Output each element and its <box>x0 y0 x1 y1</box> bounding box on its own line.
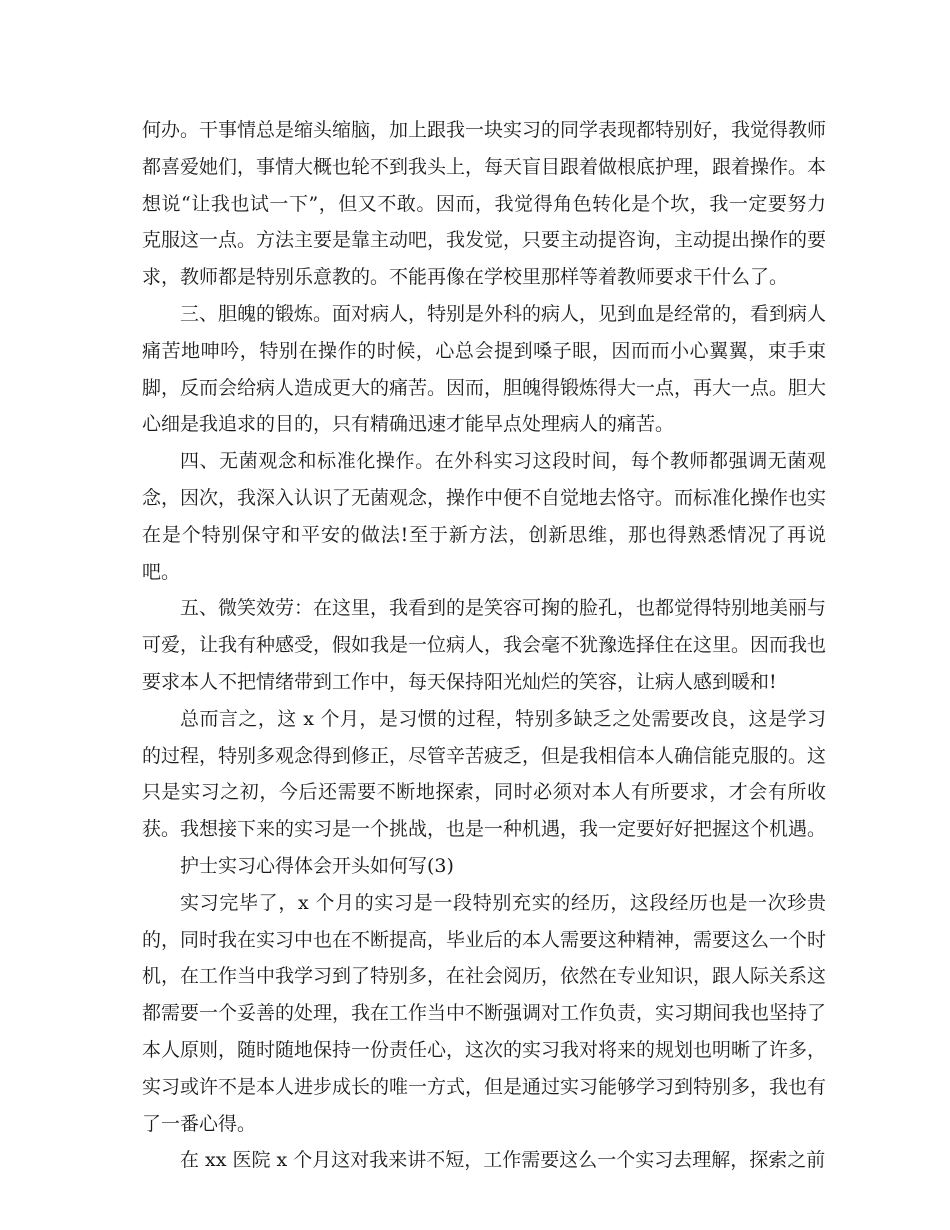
paragraph-aseptic: 四、无菌观念和标准化操作。在外科实习这段时间，每个教师都强调无菌观念，因次，我深入认识了无菌观念，操作中便不自觉地去恪守。而标准化操作也实在是个特别保守和平安的做法!至于新方法，创新思维，那也得熟悉情况了再说吧。 <box>142 450 827 583</box>
section-heading: 护士实习心得体会开头如何写(3) <box>180 854 454 877</box>
paragraph-internship-end: 实习完毕了，x 个月的实习是一段特别充实的经历，这段经历也是一次珍贵的，同时我在实习中也在不断提高，毕业后的本人需要这种精神，需要这么一个时机，在工作当中我学习到了特别多，在社会阅历，依然在专业知识，跟人际关系这都需要一个妥善的处理，我在工作当中不断强调对工作负责，实习期间我也坚持了本人原则，随时随地保持一份责任心，这次的实习我对将来的规划也明晰了许多，实习或许不是本人进步成长的唯一方式，但是通过实习能够学习到特别多，我也有了一番心得。 <box>142 891 827 1135</box>
document-body <box>142 112 826 1179</box>
paragraph-smile-service: 五、微笑效劳：在这里，我看到的是笑容可掬的脸孔，也都觉得特别地美丽与可爱，让我有种感受，假如我是一位病人，我会毫不犹豫选择住在这里。因而我也要求本人不把情绪带到工作中，每天保持阳光灿烂的笑容，让病人感到暖和! <box>142 597 827 693</box>
paragraph-courage: 三、胆魄的锻炼。面对病人，特别是外科的病人，见到血是经常的，看到病人痛苦地呻吟，特别在操作的时候，心总会提到嗓子眼，因而而小心翼翼，束手束脚，反而会给病人造成更大的痛苦。因而，胆魄得锻炼得大一点，再大一点。胆大心细是我追求的目的，只有精确迅速才能早点处理病人的痛苦。 <box>142 302 827 436</box>
paragraph-summary: 总而言之，这 x 个月，是习惯的过程，特别多缺乏之处需要改良，这是学习的过程，特别多观念得到修正，尽管辛苦疲乏，但是我相信本人确信能克服的。这只是实习之初，今后还需要不断地探索，同时必须对本人有所要求，才会有所收获。我想接下来的实习是一个挑战，也是一种机遇，我一定要好好把握这个机遇。 <box>142 707 827 841</box>
paragraph-hospital: 在 xx 医院 x 个月这对我来讲不短，工作需要这么一个实习去理解，探索之前 <box>180 1149 826 1172</box>
paragraph-continuation: 何办。干事情总是缩头缩脑，加上跟我一块实习的同学表现都特别好，我觉得教师都喜爱她们，事情大概也轮不到我头上，每天盲目跟着做根底护理，跟着操作。本想说“让我也试一下”，但又不敢。因而，我觉得角色转化是个坎，我一定要努力克服这一点。方法主要是靠主动吧，我发觉，只要主动提咨询，主动提出操作的要求，教师都是特别乐意教的。不能再像在学校里那样等着教师要求干什么了。 <box>142 119 827 289</box>
